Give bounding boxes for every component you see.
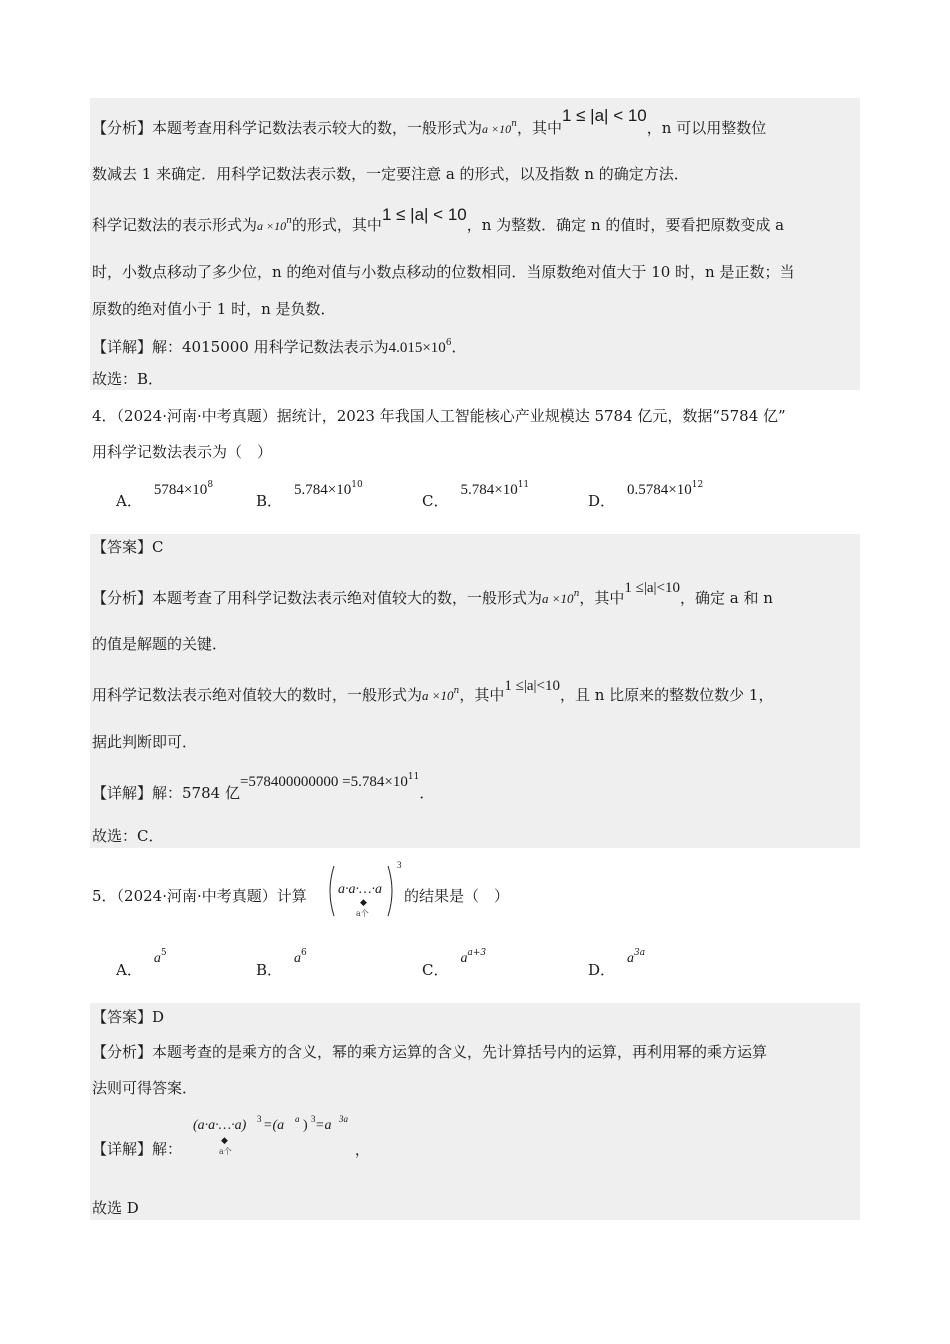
q3-choice: 故选：B．	[92, 370, 164, 388]
q3-analysis-line-1: 【分析】本题考查用科学记数法表示较大的数，一般形式为$a \times 10^n$，其中1 ≤ |a| < 10，n 可以用整数位	[92, 106, 767, 137]
q4-option-a[interactable]: A．$5784\times 10^8$	[116, 480, 214, 510]
q3-detail-line: 【详解】解：4015000 用科学记数法表示为$4.015\times 10^6$．	[92, 338, 467, 356]
detail-label: 【详解】	[92, 338, 153, 356]
q4-option-c[interactable]: C．$5.784\times 10^{11}$	[422, 480, 530, 510]
q3-analysis-line-5: 原数的绝对值小于 1 时，n 是负数．	[92, 300, 336, 318]
q5-option-c[interactable]: C．$a^{a+3}$	[422, 948, 487, 979]
detail-label: 【详解】	[92, 1140, 153, 1158]
q3-analysis-line-3: 科学记数法的表示形式为$a \times 10^n$的形式，其中1 ≤ |a| < 10，n 为整数．确定 n 的值时，要看把原数变成 a	[92, 205, 785, 234]
q5-option-d[interactable]: D．$a^{3a}$	[588, 948, 646, 979]
q5-option-b[interactable]: B．$a^6$	[256, 948, 307, 979]
q5-stem-expression: a·a·…·a ◆ a个 3	[326, 862, 406, 922]
q4-analysis-line-4: 据此判断即可．	[92, 733, 198, 751]
q5-analysis-line-2: 法则可得答案．	[92, 1079, 198, 1097]
q5-stem-tail: 的结果是（ ）	[404, 887, 510, 905]
condition-formula: 1 ≤|a|<10	[624, 580, 680, 596]
condition-formula: 1 ≤|a|<10	[504, 678, 560, 694]
q4-option-b[interactable]: B．$5.784\times 10^{10}$	[256, 480, 363, 510]
q4-option-d[interactable]: D．$0.5784\times 10^{12}$	[588, 480, 704, 510]
analysis-label: 【分析】	[92, 1043, 153, 1061]
q5-choice: 故选 D	[92, 1199, 139, 1217]
analysis-label: 【分析】	[92, 589, 153, 607]
underbrace-icon: ◆	[221, 1136, 228, 1146]
q4-detail-line: 【详解】解：5784 亿$=578400000000 =5.784\times 10^{11}$．	[92, 772, 435, 802]
q4-answer: 【答案】C	[92, 538, 164, 556]
condition-formula: 1 ≤ |a| < 10	[561, 106, 647, 125]
q5-detail-line: 【详解】解：	[92, 1140, 183, 1158]
q4-stem-line-1: 4．（2024·河南·中考真题）据统计，2023 年我国人工智能核心产业规模达 5784 亿元，数据“5784 亿”	[92, 407, 786, 425]
q5-analysis-line-1: 【分析】本题考查的是乘方的含义，幂的乘方运算的含义，先计算括号内的运算，再利用幂的乘方运算	[92, 1043, 768, 1061]
q4-analysis-line-1: 【分析】本题考查了用科学记数法表示绝对值较大的数，一般形式为$a \times 10^n$，其中1 ≤|a|<10，确定 a 和 n	[92, 580, 773, 607]
q4-choice: 故选：C．	[92, 827, 164, 845]
q5-answer: 【答案】D	[92, 1008, 165, 1026]
q4-analysis-line-2: 的值是解题的关键．	[92, 635, 228, 653]
q5-detail-expression: (a·a·…·a) 3 =(a a ) 3 =a 3a ◆ a个 ，	[193, 1114, 369, 1159]
q3-analysis-line-4: 时，小数点移动了多少位，n 的绝对值与小数点移动的位数相同．当原数绝对值大于 10 时，n 是正数；当	[92, 263, 795, 281]
q4-stem-line-2: 用科学记数法表示为（ ）	[92, 443, 273, 461]
underbrace-icon: ◆	[360, 898, 367, 908]
condition-formula: 1 ≤ |a| < 10	[381, 205, 467, 224]
q3-analysis-line-2: 数减去 1 来确定．用科学记数法表示数，一定要注意 a 的形式，以及指数 n 的确定方法．	[92, 165, 689, 183]
q5-option-a[interactable]: A．$a^5$	[116, 948, 167, 979]
detail-label: 【详解】	[92, 784, 153, 802]
q5-stem-line: 5．（2024·河南·中考真题）计算	[92, 887, 307, 905]
q4-analysis-line-3: 用科学记数法表示绝对值较大的数时，一般形式为$a \times 10^n$，其中1 ≤|a|<10，且 n 比原来的整数位数少 1，	[92, 678, 774, 704]
analysis-label: 【分析】	[92, 119, 153, 137]
